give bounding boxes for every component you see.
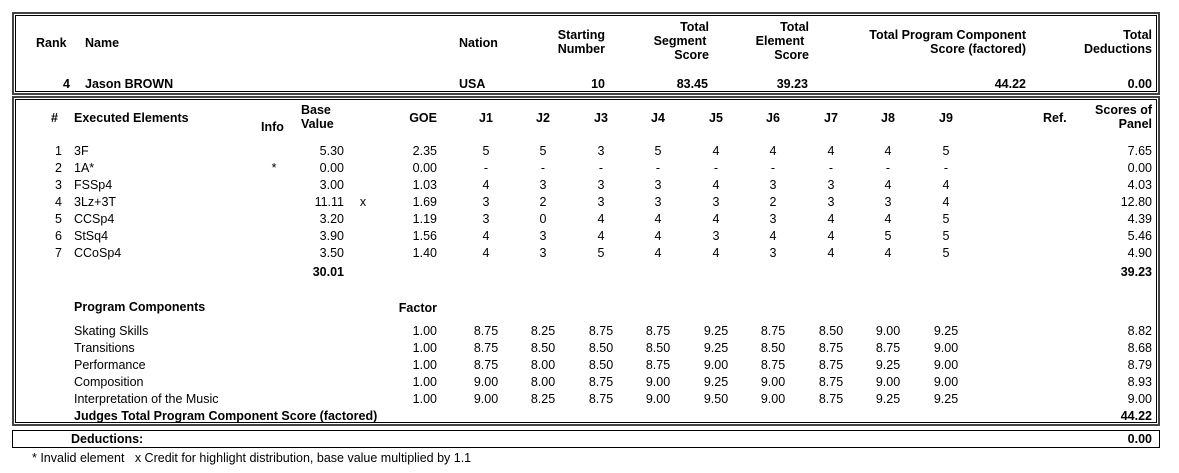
elements-base-total: 30.01 <box>312 265 344 279</box>
program-components-header: Program Components <box>74 300 206 314</box>
element-base-value: 3.20 <box>319 212 344 226</box>
component-judge-score: 8.75 <box>760 324 786 338</box>
element-judge-score: 4 <box>884 246 892 260</box>
element-judge-score: 5 <box>884 229 892 243</box>
component-judge-score: 9.00 <box>933 375 959 389</box>
element-num: 7 <box>55 246 62 260</box>
component-name: Performance <box>74 358 146 372</box>
component-name: Composition <box>74 375 144 389</box>
judge-header: J1 <box>479 111 493 125</box>
component-judge-score: 8.75 <box>818 358 844 372</box>
element-judge-score: 4 <box>827 229 835 243</box>
element-judge-score: - <box>540 161 546 175</box>
elem-num-header: # <box>51 111 58 125</box>
component-judge-score: 9.25 <box>875 358 901 372</box>
element-base-value: 5.30 <box>319 144 344 158</box>
judge-header: J5 <box>709 111 723 125</box>
deductions-value: 0.00 <box>1127 432 1152 446</box>
element-num: 2 <box>55 161 62 175</box>
rank-header: Rank <box>36 36 67 50</box>
component-judge-score: 8.75 <box>760 358 786 372</box>
base-value-header: Base Value <box>301 103 334 131</box>
element-judge-score: 3 <box>654 195 662 209</box>
element-name: CCoSp4 <box>74 246 122 260</box>
element-num: 6 <box>55 229 62 243</box>
element-judge-score: 3 <box>712 229 720 243</box>
element-judge-score: 4 <box>654 246 662 260</box>
skater-name: Jason BROWN <box>85 77 174 91</box>
element-judge-score: 5 <box>482 144 490 158</box>
element-goe: 1.19 <box>412 212 437 226</box>
element-judge-score: - <box>828 161 834 175</box>
element-num: 3 <box>55 178 62 192</box>
element-judge-score: 3 <box>482 195 490 209</box>
element-judge-score: 4 <box>654 229 662 243</box>
element-judge-score: 3 <box>539 229 547 243</box>
component-judge-score: 8.75 <box>645 324 671 338</box>
component-judge-score: 8.75 <box>875 341 901 355</box>
element-name: 3Lz+3T <box>74 195 117 209</box>
element-panel-score: 0.00 <box>1127 161 1152 175</box>
element-judge-score: 3 <box>827 195 835 209</box>
component-judge-score: 8.75 <box>818 341 844 355</box>
element-judge-score: 3 <box>769 212 777 226</box>
element-goe: 0.00 <box>412 161 437 175</box>
element-goe: 2.35 <box>412 144 437 158</box>
pcs-header: Total Program Component Score (factored) <box>869 28 1026 56</box>
component-judge-score: 9.00 <box>645 392 671 406</box>
element-judge-score: 3 <box>654 178 662 192</box>
skater-tss: 83.45 <box>676 77 708 91</box>
component-judge-score: 9.00 <box>645 375 671 389</box>
judge-header: J8 <box>881 111 895 125</box>
elements-score-total: 39.23 <box>1120 265 1152 279</box>
component-factor: 1.00 <box>412 392 437 406</box>
component-panel-score: 8.68 <box>1127 341 1152 355</box>
element-name: CCSp4 <box>74 212 115 226</box>
element-judge-score: 4 <box>942 178 950 192</box>
component-name: Skating Skills <box>74 324 149 338</box>
component-panel-score: 8.79 <box>1127 358 1152 372</box>
component-judge-score: 9.00 <box>875 324 901 338</box>
component-judge-score: 9.25 <box>703 324 729 338</box>
element-judge-score: 4 <box>769 229 777 243</box>
element-judge-score: - <box>943 161 949 175</box>
element-judge-score: 3 <box>597 144 605 158</box>
component-judge-score: 9.25 <box>703 341 729 355</box>
element-judge-score: 4 <box>827 212 835 226</box>
info-header: Info <box>261 120 284 134</box>
element-goe: 1.03 <box>412 178 437 192</box>
judge-header: J7 <box>824 111 838 125</box>
component-judge-score: 8.75 <box>818 392 844 406</box>
component-judge-score: 8.50 <box>760 341 786 355</box>
element-judge-score: 5 <box>942 212 950 226</box>
element-num: 4 <box>55 195 62 209</box>
component-judge-score: 9.00 <box>760 375 786 389</box>
element-judge-score: 4 <box>884 178 892 192</box>
element-base-value: 3.90 <box>319 229 344 243</box>
component-judge-score: 8.00 <box>530 375 556 389</box>
component-judge-score: 9.25 <box>875 392 901 406</box>
component-judge-score: 9.00 <box>875 375 901 389</box>
deductions-label: Deductions: <box>71 432 144 446</box>
component-judge-score: 8.00 <box>530 358 556 372</box>
element-judge-score: 3 <box>539 178 547 192</box>
component-factor: 1.00 <box>412 375 437 389</box>
element-judge-score: 2 <box>769 195 777 209</box>
component-judge-score: 9.50 <box>703 392 729 406</box>
element-judge-score: 5 <box>654 144 662 158</box>
element-judge-score: 3 <box>827 178 835 192</box>
element-judge-score: - <box>770 161 776 175</box>
element-judge-score: - <box>598 161 604 175</box>
component-judge-score: 8.75 <box>588 392 614 406</box>
element-judge-score: 3 <box>597 178 605 192</box>
element-judge-score: 4 <box>712 212 720 226</box>
judge-header: J9 <box>939 111 953 125</box>
element-goe: 1.69 <box>412 195 437 209</box>
element-panel-score: 4.03 <box>1127 178 1152 192</box>
tss-header: Total Segment Score <box>653 20 709 62</box>
element-judge-score: - <box>655 161 661 175</box>
footnote: * Invalid element x Credit for highlight distribution, base value multiplied by 1.1 <box>32 451 472 465</box>
element-judge-score: - <box>483 161 489 175</box>
element-num: 1 <box>55 144 62 158</box>
component-judge-score: 9.00 <box>933 341 959 355</box>
element-judge-score: 4 <box>712 178 720 192</box>
element-base-value: 3.50 <box>319 246 344 260</box>
component-judge-score: 8.75 <box>473 341 499 355</box>
element-judge-score: 3 <box>482 212 490 226</box>
element-info: * <box>271 161 277 175</box>
element-judge-score: 5 <box>539 144 547 158</box>
element-name: 3F <box>74 144 89 158</box>
element-base-value: 3.00 <box>319 178 344 192</box>
element-name: StSq4 <box>74 229 109 243</box>
element-judge-score: 4 <box>482 178 490 192</box>
element-judge-score: 3 <box>884 195 892 209</box>
element-judge-score: 4 <box>827 144 835 158</box>
element-goe: 1.56 <box>412 229 437 243</box>
judge-header: J3 <box>594 111 608 125</box>
component-judge-score: 8.75 <box>818 375 844 389</box>
element-judge-score: - <box>885 161 891 175</box>
element-judge-score: 3 <box>539 246 547 260</box>
components-total-score: 44.22 <box>1120 409 1152 423</box>
element-judge-score: 5 <box>942 246 950 260</box>
element-judge-score: 4 <box>712 144 720 158</box>
skater-starting-number: 10 <box>591 77 605 91</box>
skater-deductions: 0.00 <box>1127 77 1152 91</box>
element-num: 5 <box>55 212 62 226</box>
element-base-value: 0.00 <box>319 161 344 175</box>
nation-header: Nation <box>459 36 498 50</box>
component-judge-score: 9.00 <box>760 392 786 406</box>
element-judge-score: 0 <box>539 212 547 226</box>
element-judge-score: 4 <box>942 195 950 209</box>
element-judge-score: 4 <box>769 144 777 158</box>
skater-rank: 4 <box>63 77 70 91</box>
element-judge-score: 5 <box>942 144 950 158</box>
starting-number-header: Starting Number <box>557 28 605 56</box>
component-judge-score: 9.00 <box>473 392 499 406</box>
component-judge-score: 8.75 <box>645 358 671 372</box>
element-judge-score: 4 <box>482 246 490 260</box>
judge-header: J4 <box>651 111 665 125</box>
element-judge-score: 4 <box>712 246 720 260</box>
component-panel-score: 8.93 <box>1127 375 1152 389</box>
executed-elements-header: Executed Elements <box>74 111 189 125</box>
component-factor: 1.00 <box>412 358 437 372</box>
components-total-label: Judges Total Program Component Score (factored) <box>74 409 378 423</box>
tes-header: Total Element Score <box>755 20 809 62</box>
skater-tes: 39.23 <box>776 77 808 91</box>
ref-header: Ref. <box>1043 111 1067 125</box>
element-base-value: 11.11 <box>314 195 344 209</box>
factor-header: Factor <box>398 301 437 315</box>
goe-header: GOE <box>409 111 437 125</box>
deductions-header: Total Deductions <box>1083 28 1152 56</box>
component-judge-score: 8.75 <box>588 324 614 338</box>
element-judge-score: 5 <box>597 246 605 260</box>
element-panel-score: 5.46 <box>1127 229 1152 243</box>
component-judge-score: 8.50 <box>530 341 556 355</box>
component-judge-score: 8.50 <box>588 341 614 355</box>
component-name: Interpretation of the Music <box>74 392 219 406</box>
element-goe: 1.40 <box>412 246 437 260</box>
element-judge-score: 3 <box>712 195 720 209</box>
component-judge-score: 8.50 <box>818 324 844 338</box>
element-judge-score: 4 <box>654 212 662 226</box>
component-judge-score: 8.75 <box>473 324 499 338</box>
component-name: Transitions <box>74 341 135 355</box>
component-judge-score: 9.00 <box>473 375 499 389</box>
element-judge-score: 2 <box>539 195 547 209</box>
skater-pcs: 44.22 <box>994 77 1026 91</box>
judge-header: J6 <box>766 111 780 125</box>
component-judge-score: 8.50 <box>588 358 614 372</box>
element-judge-score: 4 <box>597 229 605 243</box>
component-judge-score: 8.50 <box>645 341 671 355</box>
skater-nation: USA <box>459 77 486 91</box>
element-panel-score: 12.80 <box>1120 195 1152 209</box>
element-judge-score: 4 <box>884 144 892 158</box>
element-judge-score: 5 <box>942 229 950 243</box>
element-panel-score: 7.65 <box>1127 144 1152 158</box>
scores-of-panel-header: Scores of Panel <box>1095 103 1152 131</box>
element-judge-score: 3 <box>769 246 777 260</box>
element-judge-score: 4 <box>482 229 490 243</box>
name-header: Name <box>85 36 120 50</box>
deductions-box <box>12 430 1160 448</box>
component-judge-score: 8.25 <box>530 324 556 338</box>
component-judge-score: 8.25 <box>530 392 556 406</box>
component-judge-score: 9.25 <box>703 375 729 389</box>
element-name: FSSp4 <box>74 178 113 192</box>
component-judge-score: 9.00 <box>933 358 959 372</box>
component-panel-score: 9.00 <box>1127 392 1152 406</box>
element-judge-score: 4 <box>884 212 892 226</box>
component-judge-score: 9.25 <box>933 392 959 406</box>
element-judge-score: 3 <box>769 178 777 192</box>
component-judge-score: 8.75 <box>473 358 499 372</box>
judge-header: J2 <box>536 111 550 125</box>
element-judge-score: 3 <box>597 195 605 209</box>
element-panel-score: 4.90 <box>1127 246 1152 260</box>
component-judge-score: 9.25 <box>933 324 959 338</box>
element-judge-score: - <box>713 161 719 175</box>
component-judge-score: 8.75 <box>588 375 614 389</box>
component-panel-score: 8.82 <box>1127 324 1152 338</box>
component-factor: 1.00 <box>412 341 437 355</box>
component-factor: 1.00 <box>412 324 437 338</box>
element-judge-score: 4 <box>597 212 605 226</box>
component-judge-score: 9.00 <box>703 358 729 372</box>
element-name: 1A* <box>74 161 95 175</box>
element-panel-score: 4.39 <box>1127 212 1152 226</box>
element-x-flag: x <box>359 195 367 209</box>
element-judge-score: 4 <box>827 246 835 260</box>
